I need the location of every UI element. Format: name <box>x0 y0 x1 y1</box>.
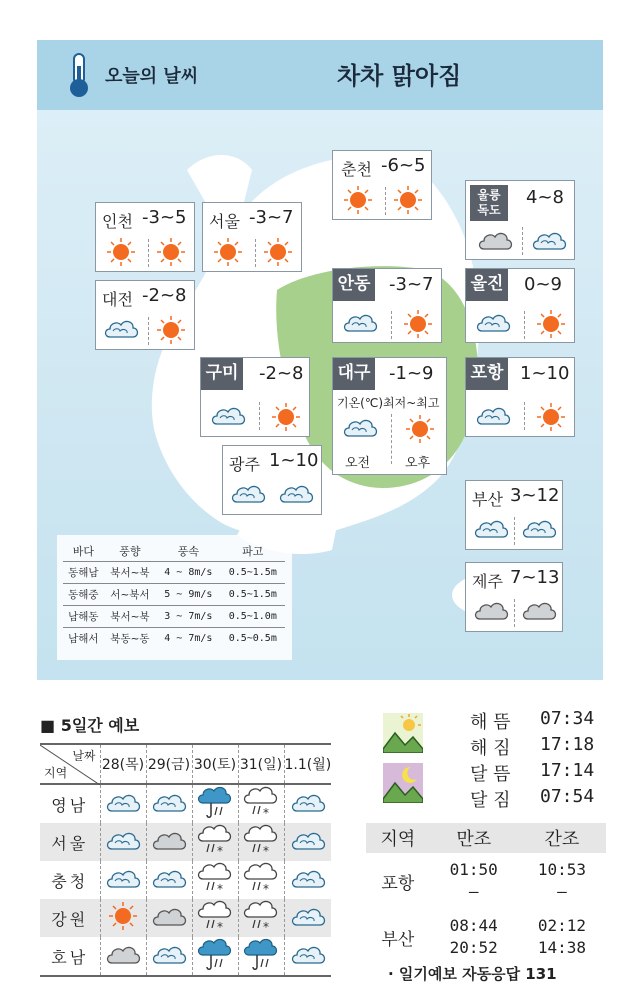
forecast-region: 영남 <box>51 795 89 815</box>
city-temp: 1~10 <box>269 450 319 471</box>
corner-region-label: 지역 <box>44 766 68 780</box>
city-name: 대전 <box>102 290 133 309</box>
cloud-sun-icon <box>284 823 331 861</box>
weather-map <box>37 40 603 680</box>
cloud-sun-icon <box>100 823 146 861</box>
sea-conditions-panel <box>57 535 292 660</box>
rain-snow-icon <box>238 899 284 937</box>
sun-icon <box>269 402 303 436</box>
city-card-andong <box>332 268 442 343</box>
cloud-icon <box>100 937 146 976</box>
city-temp: 0~9 <box>524 274 562 295</box>
city-card-busan <box>465 480 563 550</box>
tide-high: 08:44 20:52 <box>449 916 498 957</box>
cloud-sun-icon <box>284 899 331 937</box>
cloud-icon <box>146 823 192 861</box>
forecast-row <box>40 899 331 937</box>
sun-icon <box>534 402 568 436</box>
city-temp: -3~7 <box>389 274 434 295</box>
city-temp: -3~5 <box>142 207 187 228</box>
rain-snow-icon <box>192 899 238 937</box>
city-name: 제주 <box>472 572 503 591</box>
sea-header-cell: 풍속 <box>177 545 199 558</box>
tide-low: 10:53 – <box>537 860 586 901</box>
sea-row <box>63 606 285 628</box>
tide-table <box>366 823 606 965</box>
cloud-sun-icon <box>472 515 510 545</box>
rain-icon <box>192 784 238 823</box>
corner-date-label: 날짜 <box>72 749 96 763</box>
sunset-time: 17:18 <box>540 734 595 755</box>
forecast-region: 호남 <box>40 937 100 976</box>
forecast-date-header: 28(목) <box>100 744 146 784</box>
legend-pm-label: 오후 <box>405 456 431 471</box>
sun-icon <box>534 309 568 343</box>
sea-cell: 동해남 <box>63 562 104 584</box>
cloud-icon <box>476 227 514 257</box>
sea-cell: 북서~북 <box>104 606 156 628</box>
sea-header-cell: 파고 <box>242 545 264 558</box>
city-card-ulleung <box>465 180 575 260</box>
moonset-time: 07:54 <box>540 786 595 807</box>
sea-cell: 서~북서 <box>104 584 156 606</box>
sea-cell: 동해중 <box>63 584 104 606</box>
city-temp: 1~10 <box>520 363 570 384</box>
forecast-title: ■ 5일간 예보 <box>40 716 140 735</box>
cloud-sun-icon <box>284 937 331 976</box>
sun-icon <box>403 414 437 448</box>
sea-cell: 북동~동 <box>104 628 156 650</box>
city-name: 광주 <box>229 455 260 474</box>
city-name: 춘천 <box>341 160 372 179</box>
sea-row <box>63 628 285 650</box>
sun-icon <box>104 237 138 271</box>
city-temp: -2~8 <box>142 285 187 306</box>
tide-row <box>366 909 606 965</box>
city-temp: -2~8 <box>259 363 304 384</box>
tide-region: 부산 <box>381 929 415 950</box>
svg-text:*: * <box>263 806 269 819</box>
forecast-table <box>40 743 331 977</box>
cloud-sun-icon <box>146 784 192 823</box>
cloud-sun-icon <box>209 402 247 432</box>
forecast-phone-info: · 일기예보 자동응답 131 <box>388 965 557 983</box>
svg-text:*: * <box>263 920 269 933</box>
forecast-date-header: 30(토) <box>192 744 238 784</box>
forecast-region: 충청 <box>51 871 89 891</box>
sunset-label: 해 짐 <box>470 738 511 759</box>
moonset-label: 달 짐 <box>470 790 511 811</box>
city-card-seoul <box>202 202 302 272</box>
tide-low: 02:12 14:38 <box>537 916 586 957</box>
city-temp: -1~9 <box>389 363 434 384</box>
rain-snow-icon <box>192 823 238 861</box>
cloud-sun-icon <box>102 315 140 345</box>
tide-region: 포항 <box>381 873 415 894</box>
city-card-uljin <box>465 268 575 343</box>
city-tag: 대구 <box>333 358 375 390</box>
cloud-sun-icon <box>474 402 512 432</box>
tide-header-cell: 지역 <box>366 823 430 853</box>
svg-text:*: * <box>263 844 269 857</box>
cloud-sun-icon <box>229 480 267 510</box>
city-temp: 7~13 <box>510 567 560 588</box>
rain-snow-icon <box>238 861 284 899</box>
city-name: 부산 <box>472 490 503 509</box>
city-card-jeju <box>465 562 563 632</box>
sea-conditions-table <box>63 541 285 649</box>
moonrise-label: 달 뜸 <box>470 764 511 785</box>
city-name: 서울 <box>209 212 240 231</box>
cloud-sun-icon <box>277 480 315 510</box>
forecast-date-header: 29(금) <box>146 744 192 784</box>
sea-cell: 0.5~0.5m <box>221 628 285 650</box>
city-card-incheon <box>95 202 195 272</box>
moonrise-time: 17:14 <box>540 760 595 781</box>
sea-cell: 3 ~ 7m/s <box>156 606 220 628</box>
city-card-daegu <box>332 357 447 475</box>
rain-snow-icon <box>192 861 238 899</box>
cloud-sun-icon <box>100 861 146 899</box>
cloud-sun-icon <box>284 861 331 899</box>
forecast-date-header: 1.1(월) <box>284 744 331 784</box>
cloud-sun-icon <box>520 515 558 545</box>
sea-cell: 북서~북 <box>104 562 156 584</box>
city-card-gumi <box>200 357 310 437</box>
cloud-sun-icon <box>341 414 379 444</box>
weather-summary: 차차 맑아짐 <box>337 62 462 90</box>
forecast-row <box>40 784 331 823</box>
city-tag: 안동 <box>333 269 375 301</box>
city-tag: 울진 <box>466 269 508 301</box>
sun-icon <box>100 899 146 937</box>
forecast-row <box>40 937 331 976</box>
cloud-sun-icon <box>530 227 568 257</box>
sun-icon <box>341 185 375 219</box>
city-card-daejeon <box>95 280 195 350</box>
cloud-sun-icon <box>146 937 192 976</box>
sun-icon <box>211 237 245 271</box>
forecast-corner <box>40 744 100 784</box>
city-temp: 3~12 <box>510 485 560 506</box>
sunrise-label: 해 뜸 <box>470 712 511 733</box>
sea-row <box>63 562 285 584</box>
forecast-row <box>40 823 331 861</box>
sun-icon <box>391 185 425 219</box>
cloud-sun-icon <box>341 309 379 339</box>
sea-cell: 5 ~ 9m/s <box>156 584 220 606</box>
sea-row <box>63 584 285 606</box>
page-title: 오늘의 날씨 <box>105 66 199 87</box>
cloud-icon <box>146 899 192 937</box>
sunrise-time: 07:34 <box>540 708 595 729</box>
sea-cell: 4 ~ 8m/s <box>156 562 220 584</box>
city-card-pohang <box>465 357 575 437</box>
rain-snow-icon <box>238 784 284 823</box>
svg-text:*: * <box>263 882 269 895</box>
forecast-region: 강원 <box>40 899 100 937</box>
cloud-icon <box>472 597 510 627</box>
tide-header-cell: 만조 <box>430 823 518 853</box>
cloud-sun-icon <box>100 784 146 823</box>
tide-row <box>366 853 606 909</box>
sea-cell: 남해동 <box>63 606 104 628</box>
city-card-chuncheon <box>332 150 432 220</box>
legend-am-label: 오전 <box>345 456 371 471</box>
sea-cell: 남해서 <box>63 628 104 650</box>
city-tag: 울릉 독도 <box>470 185 508 221</box>
tide-high: 01:50 – <box>449 860 498 901</box>
cloud-sun-icon <box>146 861 192 899</box>
forecast-row <box>40 861 331 899</box>
moonrise-icon <box>383 763 423 803</box>
sea-cell: 4 ~ 7m/s <box>156 628 220 650</box>
city-tag: 구미 <box>201 358 243 390</box>
city-tag: 포항 <box>466 358 508 390</box>
sun-icon <box>154 315 188 349</box>
tide-header-cell: 간조 <box>518 823 606 853</box>
sea-cell: 0.5~1.0m <box>221 606 285 628</box>
cloud-sun-icon <box>474 309 512 339</box>
sea-cell: 0.5~1.5m <box>221 562 285 584</box>
svg-text:*: * <box>217 920 223 933</box>
city-name: 인천 <box>102 212 133 231</box>
sea-cell: 0.5~1.5m <box>221 584 285 606</box>
forecast-region: 서울 <box>40 823 100 861</box>
sunrise-icon <box>383 713 423 753</box>
city-temp: 4~8 <box>526 187 564 208</box>
rain-snow-icon <box>238 823 284 861</box>
sun-icon <box>154 237 188 271</box>
sun-icon <box>401 309 435 343</box>
city-temp: -3~7 <box>249 207 294 228</box>
cloud-icon <box>520 597 558 627</box>
sea-header-cell: 풍향 <box>119 545 141 558</box>
city-temp: -6~5 <box>381 155 426 176</box>
sea-header-cell: 바다 <box>72 545 94 558</box>
city-card-gwangju <box>222 445 322 515</box>
svg-text:*: * <box>217 844 223 857</box>
cloud-sun-icon <box>284 784 331 823</box>
legend-temp-label: 기온(℃)최저~최고 <box>337 396 440 410</box>
rain-icon <box>192 937 238 976</box>
rain-icon <box>238 937 284 976</box>
forecast-date-header: 31(일) <box>238 744 284 784</box>
svg-text:*: * <box>217 882 223 895</box>
sun-icon <box>261 237 295 271</box>
